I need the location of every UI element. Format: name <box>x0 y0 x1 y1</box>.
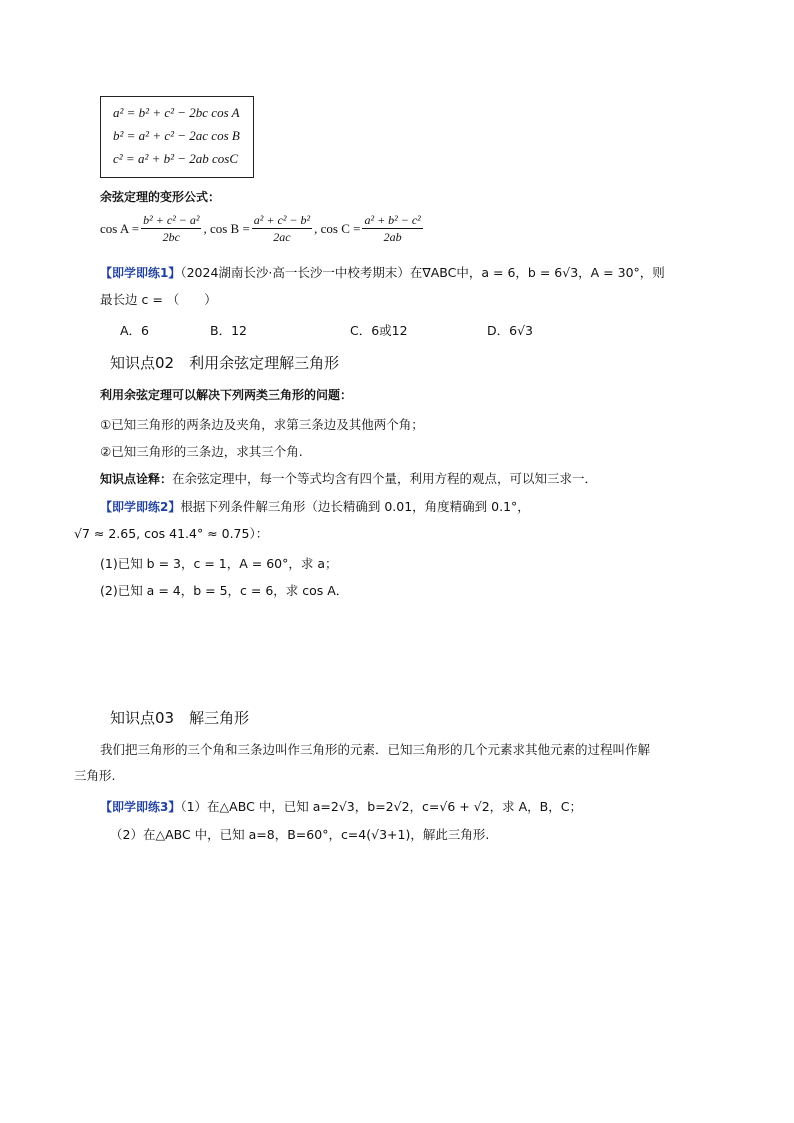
cosA-denominator: 2bc <box>162 230 180 244</box>
practice1-question: （2024湖南长沙·高一长沙一中校考期末）在∇ABC中，a = 6，b = 6√3，A = 30°，则 <box>180 265 665 280</box>
section2-item2: ②已知三角形的三条边，求其三个角. <box>100 444 303 459</box>
option-d: D．6√3 <box>487 323 533 338</box>
formula-c: c² = a² + b² − 2ab cosC <box>113 151 239 166</box>
practice3-tag: 【即学即练3】 <box>100 800 181 814</box>
practice2-q1: (1)已知 b = 3，c = 1，A = 60°，求 a； <box>100 556 338 571</box>
section3-para-line1: 我们把三角形的三个角和三条边叫作三角形的元素．已知三角形的几个元素求其他元素的过程叫作解 <box>100 742 651 757</box>
formula-b: b² = a² + c² − 2ac cos B <box>113 128 240 143</box>
cosC-denominator: 2ab <box>383 230 402 244</box>
practice2-line1 <box>100 497 530 515</box>
cosB-denominator: 2ac <box>273 230 291 244</box>
practice3-line1 <box>100 797 582 815</box>
practice3-q2: （2）在△ABC 中，已知 a=8，B=60°，c=4(√3+1)，解此三角形. <box>110 827 490 842</box>
cosB-lhs: , cos B = <box>203 220 250 236</box>
note-text: 在余弦定理中，每一个等式均含有四个量，利用方程的观点，可以知三求一． <box>172 471 598 486</box>
practice3-q1: （1）在△ABC 中，已知 a=2√3，b=2√2，c=√6 + √2，求 A，B，C； <box>180 799 582 814</box>
practice2-line2: √7 ≈ 2.65, cos 41.4° ≈ 0.75）： <box>74 526 269 541</box>
practice1-tag: 【即学即练1】 <box>100 266 181 280</box>
law-of-cosines-box <box>100 96 254 178</box>
formula-a: a² = b² + c² − 2bc cos A <box>113 105 240 120</box>
section2-note <box>100 469 597 487</box>
section3-para-line2: 三角形. <box>74 768 116 783</box>
cosC-lhs: , cos C = <box>314 220 361 236</box>
practice2-tag: 【即学即练2】 <box>100 500 181 514</box>
cosC-numerator: a² + b² − c² <box>364 213 421 227</box>
note-label: 知识点诠释： <box>100 472 173 486</box>
cosA-lhs: cos A = <box>100 220 140 236</box>
option-a: A．6 <box>120 323 150 338</box>
cos-variant-formulas <box>100 212 425 245</box>
cosA-numerator: b² + c² − a² <box>143 213 200 227</box>
option-c: C．6或12 <box>350 323 408 338</box>
cosC-fraction <box>362 212 422 245</box>
practice1-line2: 最长边 c = （ ） <box>100 292 217 307</box>
option-b: B．12 <box>210 323 247 338</box>
section2-heading: 知识点02 利用余弦定理解三角形 <box>110 354 340 372</box>
practice2-q2: (2)已知 a = 4，b = 5，c = 6，求 cos A． <box>100 583 349 598</box>
cosA-fraction <box>141 212 201 245</box>
practice1-line1 <box>100 263 665 281</box>
section3-heading: 知识点03 解三角形 <box>110 709 250 727</box>
cosB-fraction <box>252 212 312 245</box>
section2-intro: 利用余弦定理可以解决下列两类三角形的问题： <box>100 388 353 402</box>
practice2-question: 根据下列条件解三角形（边长精确到 0.01，角度精确到 0.1°， <box>180 499 530 514</box>
cosB-numerator: a² + c² − b² <box>253 213 311 227</box>
section2-item1: ①已知三角形的两条边及夹角，求第三条边及其他两个角； <box>100 417 424 432</box>
variant-formula-label: 余弦定理的变形公式： <box>100 190 221 204</box>
